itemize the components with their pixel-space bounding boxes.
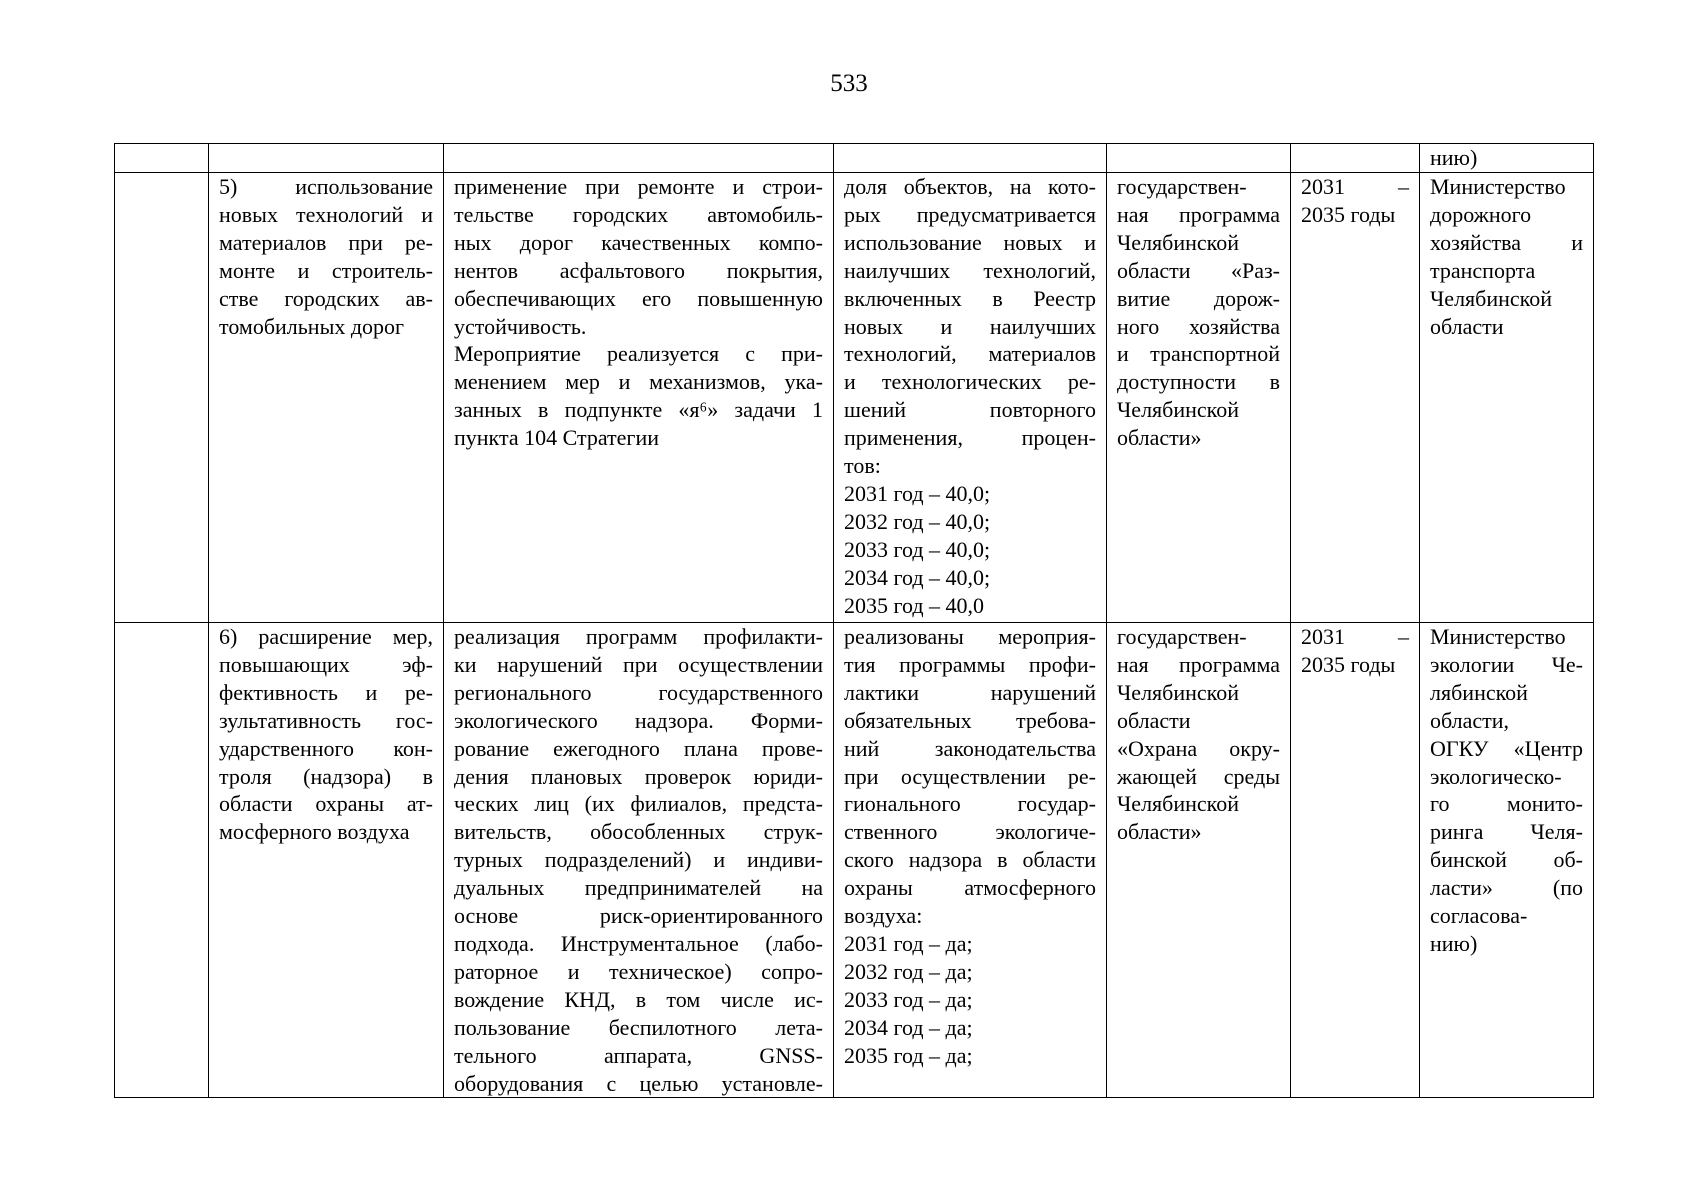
cell-text-line: ных дорог качественных компо- bbox=[454, 229, 823, 255]
cell-text-line: раторное и техническое) сопро- bbox=[454, 958, 823, 984]
cell-text-line: бинской об- bbox=[1430, 847, 1583, 873]
cell-text-line: области «Раз- bbox=[1117, 257, 1280, 283]
cell-text-line: пункта 104 Стратегии bbox=[454, 425, 660, 451]
cell-text-line: ОГКУ «Центр bbox=[1430, 735, 1583, 761]
cell-measure bbox=[209, 623, 444, 1098]
cell-text-line: рых предусматривается bbox=[844, 201, 1096, 227]
cell-text-line: обязательных требова- bbox=[844, 707, 1096, 733]
cell-text-line: ная программа bbox=[1117, 651, 1280, 677]
cell-text-line: тов: bbox=[844, 453, 881, 479]
cell-text-line: новых технологий и bbox=[219, 201, 433, 227]
cell-text-line: дорожного bbox=[1430, 201, 1532, 227]
cell-text-line: Челябинской bbox=[1117, 679, 1240, 705]
cell-text-line: ласти» (по bbox=[1430, 875, 1583, 901]
cell-responsible bbox=[1420, 173, 1594, 623]
cell-text-line: дуальных предпринимателей на bbox=[454, 875, 823, 901]
cell-text-line: вительств, обособленных струк- bbox=[454, 819, 823, 845]
cell-text-line: 2035 годы bbox=[1301, 201, 1396, 227]
cell-text-line: области bbox=[1117, 707, 1191, 733]
table-row bbox=[115, 173, 1594, 623]
cell-text-line: применение при ремонте и строи- bbox=[454, 174, 823, 199]
cell-text-line: Министерство bbox=[1430, 174, 1566, 199]
cell-text-line: Челябинской bbox=[1117, 397, 1240, 423]
page-number: 533 bbox=[830, 70, 868, 97]
cell-program bbox=[1107, 173, 1291, 623]
cell-text-line: 5) использование bbox=[219, 174, 433, 199]
cell-text-line: применения, процен- bbox=[844, 425, 1096, 451]
cell-number bbox=[115, 144, 209, 173]
cell-text-line: 2031 год – 40,0; bbox=[844, 480, 991, 506]
cell-text-line: ная программа bbox=[1117, 201, 1280, 227]
cell-text-line: реализация программ профилакти- bbox=[454, 624, 823, 649]
cell-measure bbox=[209, 173, 444, 623]
cell-text-line: 2034 год – 40,0; bbox=[844, 564, 991, 590]
cell-text-line: экологическо- bbox=[1430, 763, 1562, 789]
cell-text-line: ского надзора в области bbox=[844, 847, 1096, 873]
cell-activity bbox=[444, 623, 834, 1098]
cell-text-line: рование ежегодного плана прове- bbox=[454, 735, 823, 761]
table-row bbox=[115, 623, 1594, 1098]
cell-text-line: ударственного кон- bbox=[219, 735, 433, 761]
cell-text-line: оборудования с целью установле- bbox=[454, 1070, 823, 1096]
cell-text-line: государствен- bbox=[1117, 624, 1247, 649]
cell-text-line: технологий, материалов bbox=[844, 341, 1096, 367]
cell-text-line: лябинской bbox=[1430, 679, 1528, 705]
cell-text-line: 2035 год – да; bbox=[844, 1042, 973, 1068]
cell-text-line: согласова- bbox=[1430, 903, 1528, 929]
cell-text-line: доля объектов, на кото- bbox=[844, 174, 1096, 199]
cell-text-line: 2033 год – да; bbox=[844, 986, 973, 1012]
cell-text-line: 2031 – bbox=[1301, 174, 1409, 199]
cell-text-line: Челябинской bbox=[1117, 229, 1240, 255]
cell-text-line: 2035 годы bbox=[1301, 651, 1396, 677]
cell-text-line: области, bbox=[1430, 707, 1510, 733]
cell-activity bbox=[444, 173, 834, 623]
cell-text-line: фективность и ре- bbox=[219, 679, 433, 705]
cell-text-line: 2031 – bbox=[1301, 624, 1409, 649]
cell-number bbox=[115, 173, 209, 623]
cell-text-line: устойчивость. bbox=[454, 313, 587, 339]
cell-text-line: Челябинской bbox=[1117, 791, 1240, 817]
cell-text-line: вождение КНД, в том числе ис- bbox=[454, 986, 823, 1012]
cell-text-line: и транспортной bbox=[1117, 341, 1280, 367]
cell-text-line: турных подразделений) и индиви- bbox=[454, 847, 823, 873]
cell-text-line: охраны атмосферного bbox=[844, 875, 1096, 901]
cell-text-line: 2032 год – да; bbox=[844, 958, 973, 984]
cell-text-line: регионального государственного bbox=[454, 679, 823, 705]
cell-text-line: обеспечивающих его повышенную bbox=[454, 285, 823, 311]
cell-text-line: 2034 год – да; bbox=[844, 1014, 973, 1040]
cell-period bbox=[1291, 173, 1420, 623]
cell-text-line: занных в подпункте «я⁶» задачи 1 bbox=[454, 397, 823, 423]
continued-row bbox=[115, 144, 1594, 173]
cell-text-line: области» bbox=[1117, 425, 1202, 451]
cell-activity bbox=[444, 144, 834, 173]
cell-text-line: нию) bbox=[1430, 930, 1478, 956]
cell-text-line: транспорта bbox=[1430, 257, 1536, 283]
cell-text-line: 6) расширение мер, bbox=[219, 624, 433, 649]
cell-text-line: гионального государ- bbox=[844, 791, 1096, 817]
cell-text-line: 2033 год – 40,0; bbox=[844, 536, 991, 562]
cell-text-line: ческих лиц (их филиалов, предста- bbox=[454, 791, 823, 817]
cell-text-line: хозяйства и bbox=[1430, 229, 1583, 255]
cell-text-line: нентов асфальтового покрытия, bbox=[454, 257, 823, 283]
cell-text-line: ного хозяйства bbox=[1117, 313, 1280, 339]
cell-text-line: тия программы профи- bbox=[844, 651, 1096, 677]
cell-text-line: ринга Челя- bbox=[1430, 819, 1583, 845]
cell-text-line: витие дорож- bbox=[1117, 285, 1280, 311]
cell-text-line: монте и строитель- bbox=[219, 257, 433, 283]
cell-text-line: экологии Че- bbox=[1430, 651, 1583, 677]
cell-measure bbox=[209, 144, 444, 173]
cell-text-line: основе риск-ориентированного bbox=[454, 903, 823, 929]
cell-responsible: нию) bbox=[1420, 144, 1594, 173]
cell-text-line: ки нарушений при осуществлении bbox=[454, 651, 823, 677]
cell-text-line: 2031 год – да; bbox=[844, 930, 973, 956]
cell-period bbox=[1291, 144, 1420, 173]
cell-text-line: Челябинской bbox=[1430, 285, 1553, 311]
cell-text-line: тельного аппарата, GNSS- bbox=[454, 1042, 823, 1068]
cell-number bbox=[115, 623, 209, 1098]
cell-text-line: ний законодательства bbox=[844, 735, 1096, 761]
cell-text-line: «Охрана окру- bbox=[1117, 735, 1280, 761]
cell-text-line: пользование беспилотного лета- bbox=[454, 1014, 823, 1040]
cell-text-line: доступности в bbox=[1117, 369, 1280, 395]
cell-indicator bbox=[834, 144, 1107, 173]
measures-table bbox=[114, 143, 1594, 1098]
cell-text-line: повышающих эф- bbox=[219, 651, 433, 677]
cell-text-line: области охраны ат- bbox=[219, 791, 433, 817]
cell-text-line: лактики нарушений bbox=[844, 679, 1096, 705]
cell-indicator bbox=[834, 173, 1107, 623]
cell-text-line: подхода. Инструментальное (лабо- bbox=[454, 930, 823, 956]
cell-text-line: наилучших технологий, bbox=[844, 257, 1096, 283]
cell-indicator bbox=[834, 623, 1107, 1098]
cell-text-line: экологического надзора. Форми- bbox=[454, 707, 823, 733]
cell-text-line: воздуха: bbox=[844, 903, 923, 929]
cell-text-line: зультативность гос- bbox=[219, 707, 433, 733]
cell-text-line: томобильных дорог bbox=[219, 313, 405, 339]
cell-text-line: Мероприятие реализуется с при- bbox=[454, 341, 823, 367]
cell-text-line: 2035 год – 40,0 bbox=[844, 592, 985, 618]
cell-text-line: ственного экологиче- bbox=[844, 819, 1096, 845]
cell-text-line: мосферного воздуха bbox=[219, 819, 410, 845]
cell-text-line: области bbox=[1430, 313, 1504, 339]
cell-text-line: новых и наилучших bbox=[844, 313, 1096, 339]
cell-text-line: троля (надзора) в bbox=[219, 763, 433, 789]
cell-text-line: менением мер и механизмов, ука- bbox=[454, 369, 823, 395]
cell-text-line: включенных в Реестр bbox=[844, 285, 1096, 311]
cell-text-line: государствен- bbox=[1117, 174, 1247, 199]
cell-responsible bbox=[1420, 623, 1594, 1098]
cell-text-line: го монито- bbox=[1430, 791, 1583, 817]
cell-program bbox=[1107, 144, 1291, 173]
cell-text-line: стве городских ав- bbox=[219, 285, 433, 311]
cell-text-line: реализованы мероприя- bbox=[844, 624, 1096, 649]
cell-text-line: шений повторного bbox=[844, 397, 1096, 423]
cell-text-line: использование новых и bbox=[844, 229, 1096, 255]
cell-program bbox=[1107, 623, 1291, 1098]
cell-text-line: жающей среды bbox=[1117, 763, 1280, 789]
cell-text-line: и технологических ре- bbox=[844, 369, 1096, 395]
cell-text-line: Министерство bbox=[1430, 624, 1566, 649]
cell-text-line: тельстве городских автомобиль- bbox=[454, 201, 823, 227]
cell-text-line: при осуществлении ре- bbox=[844, 763, 1096, 789]
cell-text-line: 2032 год – 40,0; bbox=[844, 508, 991, 534]
cell-text-line: области» bbox=[1117, 819, 1202, 845]
cell-text-line: дения плановых проверок юриди- bbox=[454, 763, 823, 789]
cell-period bbox=[1291, 623, 1420, 1098]
cell-text-line: материалов при ре- bbox=[219, 229, 433, 255]
